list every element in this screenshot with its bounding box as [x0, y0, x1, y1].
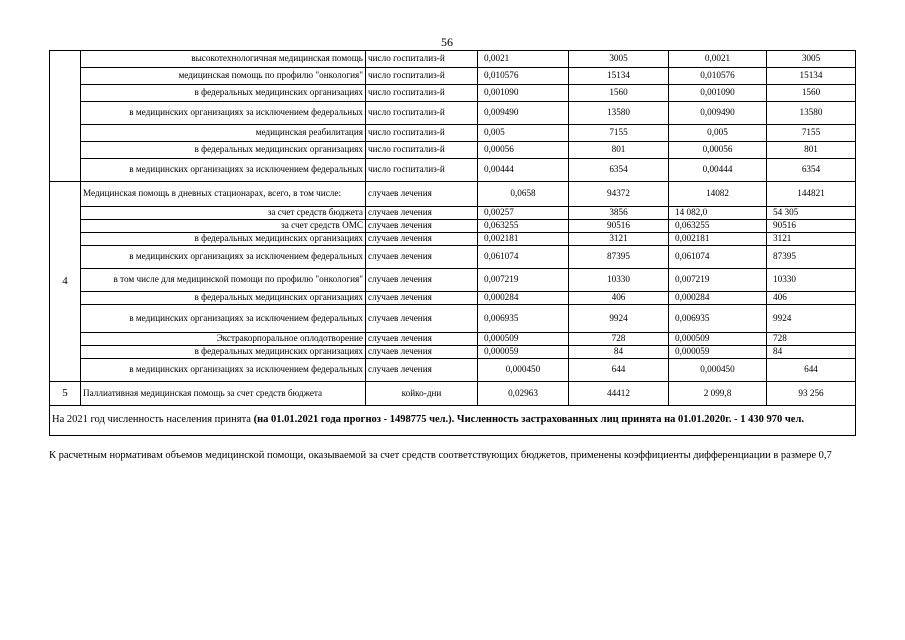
row-value: 0,001090: [478, 85, 569, 102]
row-value: 6354: [569, 159, 669, 182]
table-row: [50, 51, 856, 68]
row-value: 0,00444: [669, 159, 767, 182]
row-value: 7155: [767, 125, 856, 142]
row-value: 0,063255: [669, 220, 767, 233]
volumes-table: [49, 50, 856, 436]
row-value: 44412: [569, 382, 669, 406]
table-row: [50, 346, 856, 359]
row-value: 0,061074: [669, 246, 767, 269]
row-value: 728: [569, 333, 669, 346]
table-row: [50, 102, 856, 125]
row-value: 1560: [767, 85, 856, 102]
row-value: 0,00056: [669, 142, 767, 159]
row-value: 0,009490: [478, 102, 569, 125]
row-value: 3005: [569, 51, 669, 68]
row-value: 801: [569, 142, 669, 159]
row-value: 0,00257: [478, 207, 569, 220]
row-value: 0,005: [669, 125, 767, 142]
row-description: за счет средств ОМС: [81, 220, 366, 233]
row-description: в федеральных медицинских организациях: [81, 85, 366, 102]
row-value: 3121: [767, 233, 856, 246]
row-unit: число госпитализ-й: [366, 68, 478, 85]
table-row: [50, 292, 856, 305]
row-unit: случаев лечения: [366, 246, 478, 269]
row-value: 0,006935: [478, 305, 569, 333]
row-value: 0,005: [478, 125, 569, 142]
row-value: 0,002181: [478, 233, 569, 246]
row-value: 9924: [569, 305, 669, 333]
row-value: 0,007219: [669, 269, 767, 292]
row-value: 728: [767, 333, 856, 346]
table-row: [50, 125, 856, 142]
table-row: [50, 305, 856, 333]
row-unit: число госпитализ-й: [366, 102, 478, 125]
row-number-cell: 4: [50, 182, 81, 382]
row-value: 406: [767, 292, 856, 305]
row-value: 644: [767, 359, 856, 382]
row-value: 13580: [767, 102, 856, 125]
table-row: [50, 406, 856, 436]
row-description: в медицинских организациях за исключением федеральных: [81, 159, 366, 182]
row-unit: случаев лечения: [366, 182, 478, 207]
table-row: [50, 85, 856, 102]
row-unit: число госпитализ-й: [366, 125, 478, 142]
row-description: Паллиативная медицинская помощь за счет средств бюджета: [81, 382, 366, 406]
row-value: 90516: [569, 220, 669, 233]
row-value: 87395: [767, 246, 856, 269]
table-row: [50, 269, 856, 292]
row-value: 0,061074: [478, 246, 569, 269]
table-row: [50, 382, 856, 406]
row-description: в медицинских организациях за исключением федеральных: [81, 102, 366, 125]
population-note: [50, 406, 856, 436]
row-value: 1560: [569, 85, 669, 102]
row-description: в федеральных медицинских организациях: [81, 233, 366, 246]
row-value: 10330: [569, 269, 669, 292]
row-value: 644: [569, 359, 669, 382]
row-value: 406: [569, 292, 669, 305]
row-value: 0,002181: [669, 233, 767, 246]
row-value: 90516: [767, 220, 856, 233]
row-value: 7155: [569, 125, 669, 142]
row-value: 0,006935: [669, 305, 767, 333]
row-unit: число госпитализ-й: [366, 51, 478, 68]
row-value: 0,000284: [669, 292, 767, 305]
row-unit: койко-дни: [366, 382, 478, 406]
row-number-cell: 5: [50, 382, 81, 406]
row-description: в медицинских организациях за исключением федеральных: [81, 305, 366, 333]
row-value: 14 082,0: [669, 207, 767, 220]
row-unit: число госпитализ-й: [366, 85, 478, 102]
row-value: 0,0021: [669, 51, 767, 68]
row-value: 15134: [767, 68, 856, 85]
row-value: 3121: [569, 233, 669, 246]
table-row: [50, 142, 856, 159]
row-description: в федеральных медицинских организациях: [81, 292, 366, 305]
row-value: 0,063255: [478, 220, 569, 233]
table-row: [50, 207, 856, 220]
row-description: медицинская реабилитация: [81, 125, 366, 142]
row-value: 94372: [569, 182, 669, 207]
row-unit: случаев лечения: [366, 207, 478, 220]
row-unit: число госпитализ-й: [366, 159, 478, 182]
row-description: за счет средств бюджета: [81, 207, 366, 220]
row-description: в федеральных медицинских организациях: [81, 346, 366, 359]
row-unit: случаев лечения: [366, 292, 478, 305]
population-note-text: На 2021 год численность населения принята: [52, 414, 254, 426]
row-value: 0,009490: [669, 102, 767, 125]
row-value: 0,000450: [478, 359, 569, 382]
table-row: [50, 233, 856, 246]
row-value: 15134: [569, 68, 669, 85]
row-value: 3005: [767, 51, 856, 68]
table-row: [50, 333, 856, 346]
page-number: 56: [441, 35, 453, 49]
row-value: 0,00056: [478, 142, 569, 159]
row-value: 6354: [767, 159, 856, 182]
row-value: 0,007219: [478, 269, 569, 292]
row-value: 93 256: [767, 382, 856, 406]
row-description: в том числе для медицинской помощи по профилю "онкология": [81, 269, 366, 292]
row-value: 801: [767, 142, 856, 159]
row-description: медицинская помощь по профилю "онкология": [81, 68, 366, 85]
row-value: 2 099,8: [669, 382, 767, 406]
row-unit: случаев лечения: [366, 346, 478, 359]
row-value: 14082: [669, 182, 767, 207]
table-row: [50, 182, 856, 207]
row-unit: случаев лечения: [366, 359, 478, 382]
row-value: 0,000450: [669, 359, 767, 382]
row-unit: случаев лечения: [366, 269, 478, 292]
row-unit: случаев лечения: [366, 333, 478, 346]
row-description: в федеральных медицинских организациях: [81, 142, 366, 159]
row-value: 54 305: [767, 207, 856, 220]
row-value: 0,000509: [669, 333, 767, 346]
table-row: [50, 246, 856, 269]
row-unit: случаев лечения: [366, 220, 478, 233]
row-value: 0,0021: [478, 51, 569, 68]
row-value: 144821: [767, 182, 856, 207]
footnote: К расчетным нормативам объемов медицинской помощи, оказываемой за счет средств соответствующих бюджетов, применены коэффициенты дифференциации в размере 0,7: [49, 450, 832, 461]
table-row: [50, 159, 856, 182]
row-description: Экстракорпоральное оплодотворение: [81, 333, 366, 346]
row-value: 0,02963: [478, 382, 569, 406]
row-value: 87395: [569, 246, 669, 269]
row-value: 84: [767, 346, 856, 359]
row-unit: число госпитализ-й: [366, 142, 478, 159]
row-number-cell: [50, 51, 81, 182]
row-value: 0,010576: [478, 68, 569, 85]
row-value: 0,001090: [669, 85, 767, 102]
row-description: в медицинских организациях за исключением федеральных: [81, 246, 366, 269]
row-value: 0,0658: [478, 182, 569, 207]
table-row: [50, 220, 856, 233]
population-note-bold: (на 01.01.2021 года прогноз - 1498775 чел.). Численность застрахованных лиц принята на 01.01.2020г. - 1 430 970 чел.: [253, 414, 804, 426]
row-value: 0,000059: [478, 346, 569, 359]
row-value: 10330: [767, 269, 856, 292]
row-value: 0,000284: [478, 292, 569, 305]
row-unit: случаев лечения: [366, 233, 478, 246]
row-description: высокотехнологичная медицинская помощь: [81, 51, 366, 68]
row-value: 84: [569, 346, 669, 359]
table-row: [50, 359, 856, 382]
row-value: 0,000509: [478, 333, 569, 346]
row-description: в медицинских организациях за исключением федеральных: [81, 359, 366, 382]
row-value: 0,010576: [669, 68, 767, 85]
row-value: 0,000059: [669, 346, 767, 359]
row-value: 9924: [767, 305, 856, 333]
row-value: 13580: [569, 102, 669, 125]
row-value: 3856: [569, 207, 669, 220]
table-row: [50, 68, 856, 85]
row-value: 0,00444: [478, 159, 569, 182]
row-description: Медицинская помощь в дневных стационарах, всего, в том числе:: [81, 182, 366, 207]
row-unit: случаев лечения: [366, 305, 478, 333]
